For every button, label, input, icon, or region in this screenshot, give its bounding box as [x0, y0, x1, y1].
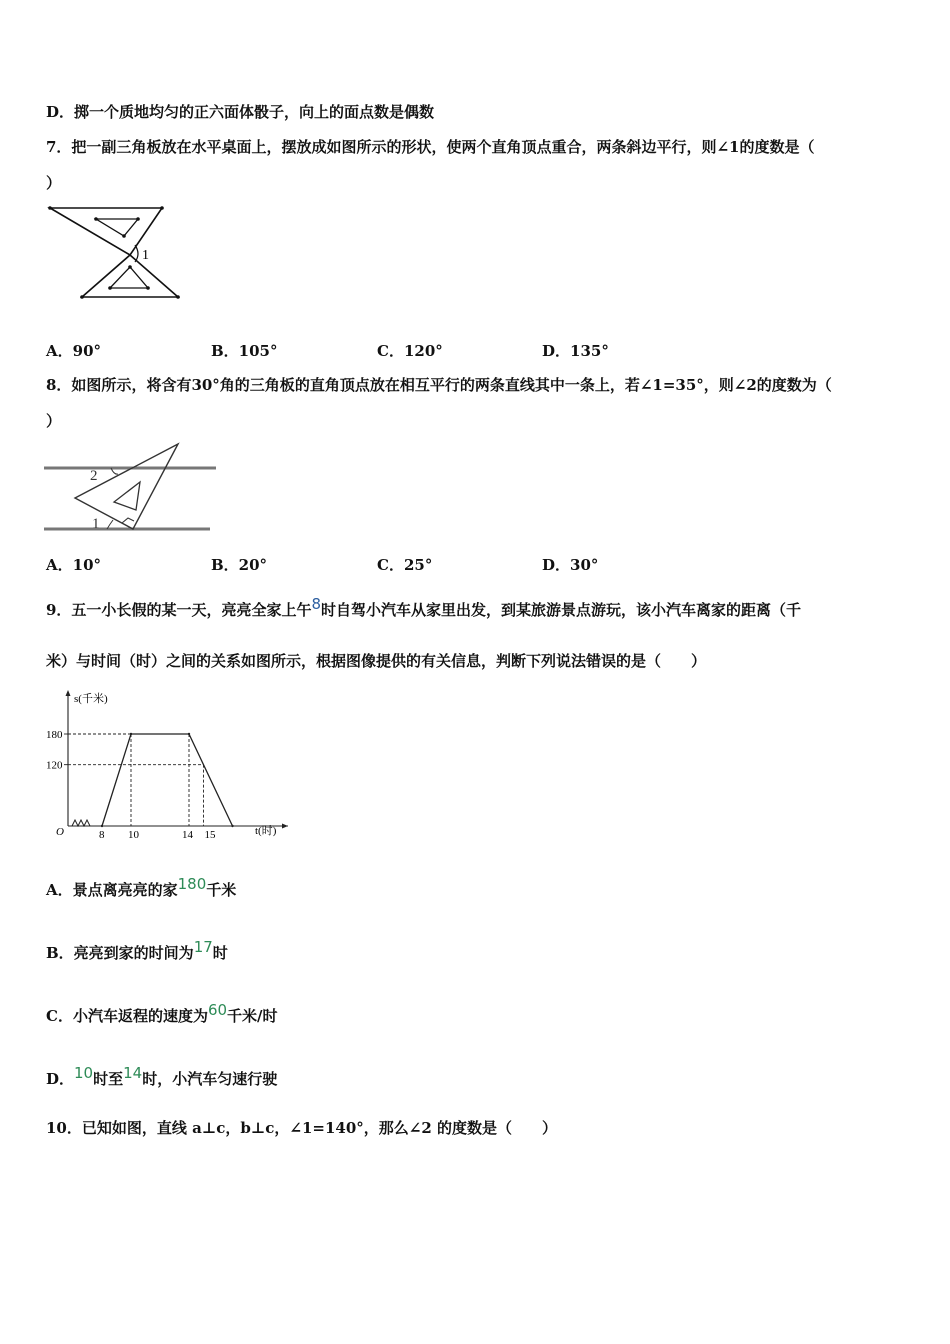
x-tick-label-10: 10 — [128, 829, 139, 841]
q8-parallel-lines-figure — [44, 440, 219, 535]
origin-label: O — [56, 826, 64, 838]
series-line — [102, 734, 233, 826]
q8-outer-triangle — [75, 444, 178, 529]
q9-option-b: B．亮亮到家的时间为17时 — [46, 938, 228, 962]
q9-option-c: C．小汽车返程的速度为60千米/时 — [46, 1001, 278, 1025]
q7-option-b: B．105° — [211, 342, 278, 360]
q8-option-b: B．20° — [211, 556, 268, 574]
q9-option-a-number: 180 — [177, 875, 207, 893]
q8-stem-line1: 8．如图所示，将含有30°角的三角板的直角顶点放在相互平行的两条直线其中一条上，若∠1=35°，则∠2的度数为（ — [46, 376, 832, 394]
q7-option-a: A．90° — [46, 342, 102, 360]
q6-option-d: D．掷一个质地均匀的正六面体骰子，向上的面点数是偶数 — [46, 103, 435, 121]
q9-option-d-number-1: 10 — [74, 1064, 94, 1082]
q7-option-d: D．135° — [542, 342, 609, 360]
q9-option-d-number-2: 14 — [123, 1064, 143, 1082]
q9-start-hour: 8 — [311, 595, 321, 613]
y-axis-label: s(千米) — [74, 693, 108, 705]
y-tick-label-120: 120 — [46, 759, 63, 772]
q7-triangle-figure — [46, 200, 186, 302]
q8-option-c: C．25° — [377, 556, 433, 574]
q7-stem-line1: 7．把一副三角板放在水平桌面上，摆放成如图所示的形状，使两个直角顶点重合，两条斜边平行，则∠1的度数是（ — [46, 138, 815, 156]
q7-stem-line2: ） — [46, 174, 62, 192]
q8-option-a: A．10° — [46, 556, 102, 574]
q9-option-d: D．10时至14时，小汽车匀速行驶 — [46, 1064, 278, 1088]
data-point — [231, 825, 233, 827]
q9-plot-layer — [46, 729, 234, 841]
q9-stem-line1: 9．五一小长假的某一天，亮亮全家上午8时自驾小汽车从家里出发，到某旅游景点游玩，该小汽车离家的距离（千 — [46, 595, 802, 619]
data-point — [101, 825, 103, 827]
q7-option-c: C．120° — [377, 342, 443, 360]
q7-bottom-triangle — [82, 255, 178, 297]
x-axis-label: t(时) — [255, 825, 277, 837]
q7-top-inner-triangle — [96, 219, 138, 236]
q7-bottom-inner-triangle — [110, 267, 148, 288]
q8-stem-line2: ） — [46, 412, 62, 430]
q9-stem-line2: 米）与时间（时）之间的关系如图所示，根据图像提供的有关信息，判断下列说法错误的是（ ） — [46, 652, 707, 670]
y-tick-label-180: 180 — [46, 729, 63, 741]
q8-option-d: D．30° — [542, 556, 599, 574]
q8-angle-1-label: 1 — [92, 516, 100, 532]
x-tick-label-14: 14 — [182, 829, 193, 841]
q9-option-c-number: 60 — [207, 1001, 228, 1019]
q9-option-b-number: 17 — [193, 938, 213, 956]
q9-option-a: A．景点离亮亮的家180千米 — [46, 875, 237, 899]
q10-stem: 10．已知如图，直线 a⊥c，b⊥c，∠1=140°，那么∠2 的度数是（ ） — [46, 1119, 557, 1137]
q7-angle-label: 1 — [142, 248, 149, 263]
q8-inner-triangle — [114, 482, 140, 510]
q9-distance-time-graph — [44, 686, 294, 846]
q8-angle-2-label: 2 — [90, 468, 98, 484]
x-tick-label-15: 15 — [204, 829, 216, 841]
x-tick-label-8: 8 — [99, 829, 105, 841]
